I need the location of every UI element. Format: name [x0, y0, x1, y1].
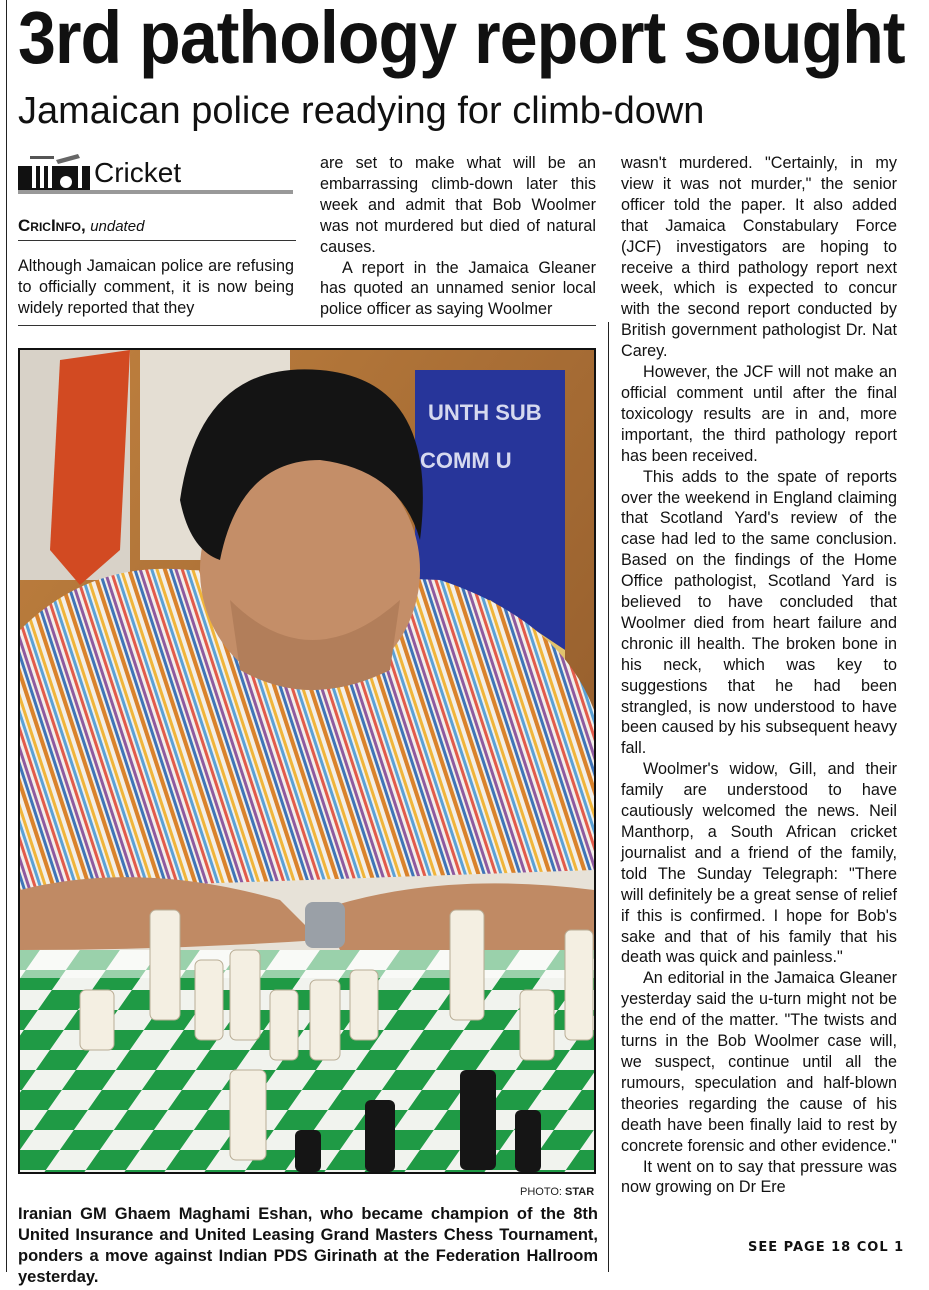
banner-text-2: COMM U [420, 448, 512, 473]
column-divider-rule [608, 322, 609, 1272]
article-column-1 [18, 256, 294, 319]
left-margin-rule [6, 0, 7, 1272]
headline: 3rd pathology report sought [18, 0, 905, 79]
byline-date: undated [90, 218, 145, 235]
paragraph: An editorial in the Jamaica Gleaner yesterday said the u-turn might not be the end of the matter. "The twists and turns in the Bob Woolmer case will, we suspect, continue until all the rumours, speculation and half-blown theories regarding the cause of his death have been finally laid to rest by concrete forensic and other evidence." [621, 969, 897, 1155]
byline-source: CricInfo, [18, 216, 86, 235]
chess-player-photo [18, 348, 596, 1174]
paragraph: wasn't murdered. "Certainly, in my view it was not murder," the senior officer told the paper. It also added that Jamaica Constabulary Force (JCF) investigators are hoping to receive a third pathology report next week, which is expected to concur with the second report conducted by British government pathologist Dr. Nat Carey. [621, 154, 897, 361]
paragraph: are set to make what will be an embarrassing climb-down later this week and admit that Bob Woolmer was not murdered but died of natural causes. [320, 154, 596, 256]
article-column-3 [621, 153, 897, 1198]
photo-caption: Iranian GM Ghaem Maghami Eshan, who became champion of the 8th United Insurance and United Leasing Grand Masters Chess Tournament, ponders a move against Indian PDS Girinath at the Federation Hallroom yesterday. [18, 1205, 598, 1286]
article-column-2 [320, 153, 596, 320]
paragraph: This adds to the spate of reports over the weekend in England claiming that Scotland Yard's review of the case had led to the same conclusion. Based on the findings of the Home Office pathologist, Scotland Yard is believed to have concluded that Woolmer died from heart failure and chronic ill health. The broken bone in his neck, which was key to suggestions that he had been strangled, is now understood to have been caused by his subsequent heavy fall. [621, 467, 897, 758]
paragraph: It went on to say that pressure was now growing on Dr Ere [621, 1157, 897, 1197]
banner-text-1: UNTH SUB [428, 400, 542, 425]
photo-illustration [20, 350, 594, 1172]
paragraph: Although Jamaican police are refusing to officially comment, it is now being widely reported that they [18, 257, 294, 317]
photo-credit-label: PHOTO: [520, 1186, 562, 1198]
subheadline: Jamaican police readying for climb-down [18, 90, 705, 132]
section-underline [18, 190, 293, 194]
photo-credit [520, 1186, 594, 1198]
paragraph: However, the JCF will not make an official comment until after the final toxicology results are in and, more important, the third pathology report has been received. [621, 363, 897, 465]
byline [18, 216, 296, 237]
cricket-stumps-icon [18, 152, 90, 192]
photo-top-rule [18, 325, 596, 326]
continuation-note: SEE PAGE 18 COL 1 [748, 1240, 905, 1255]
paragraph: Woolmer's widow, Gill, and their family are understood to have cautiously welcomed the news. Neil Manthorp, a South African cricket journalist and a friend of the family, told The Sunday Telegraph: "There will definitely be a great sense of relief if this is confirmed. I hope for Bob's sake and that of his family that his death was quick and painless." [621, 760, 897, 967]
photo-credit-source: STAR [565, 1186, 595, 1198]
section-label: Cricket [94, 157, 182, 188]
byline-rule [18, 240, 296, 241]
paragraph: A report in the Jamaica Gleaner has quoted an unnamed senior local police officer as saying Woolmer [320, 258, 596, 319]
